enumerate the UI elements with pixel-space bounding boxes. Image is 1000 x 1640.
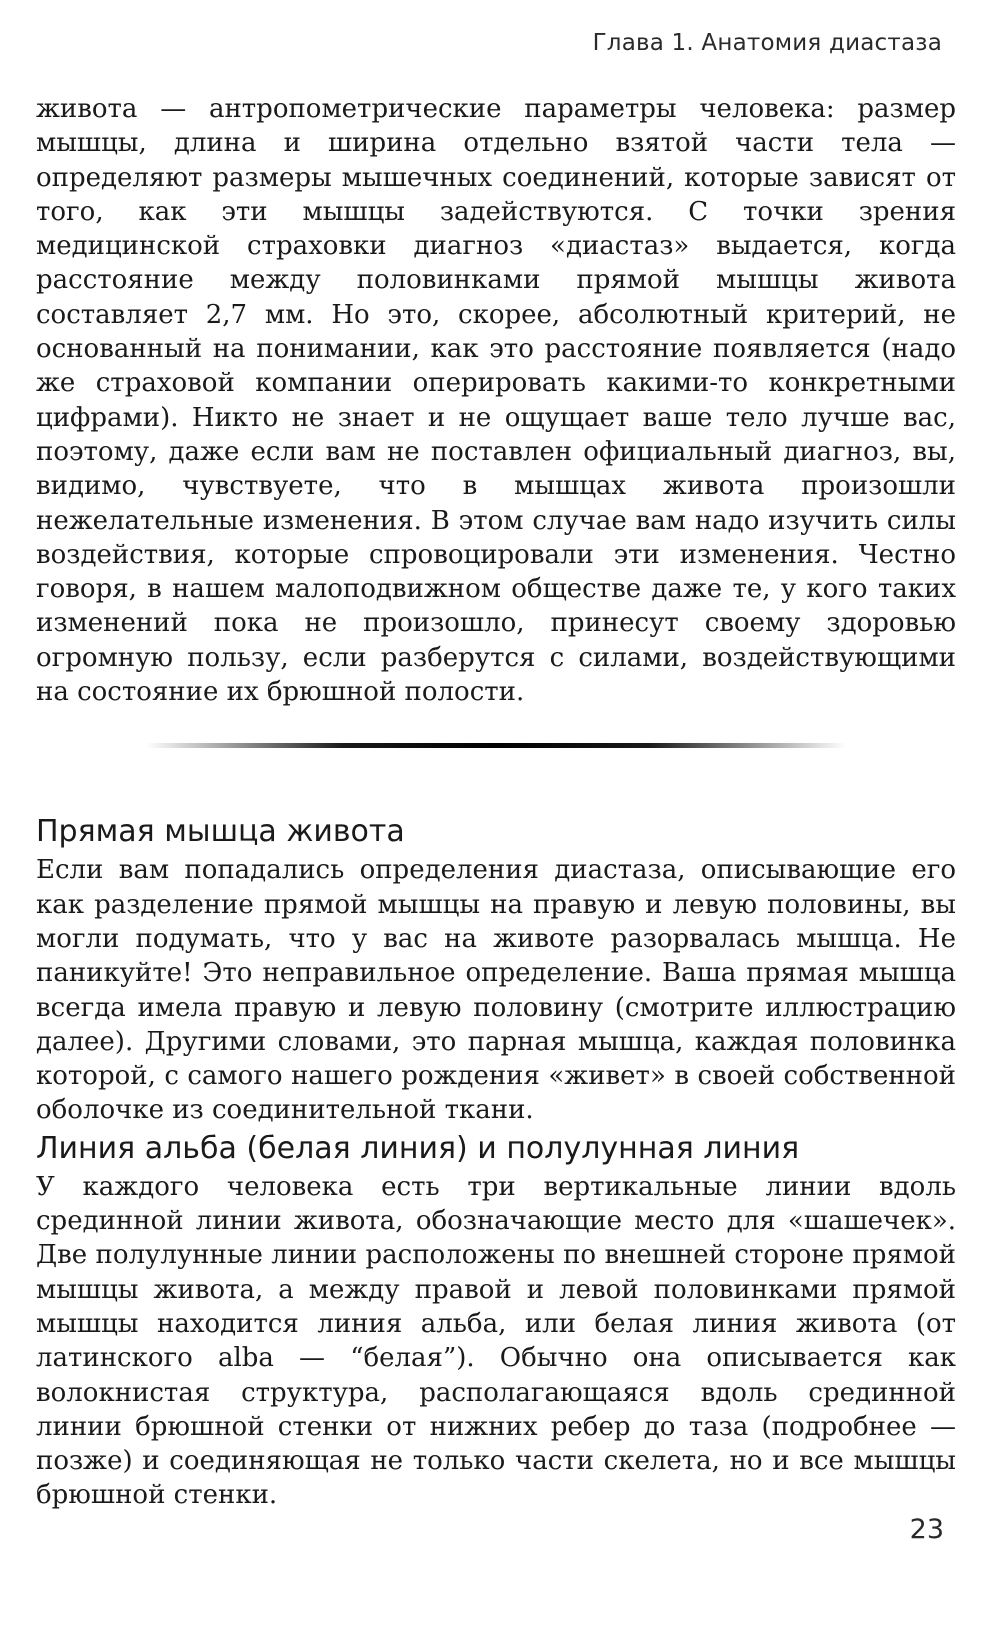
intro-paragraph: живота — антропометрические параметры человека: размер мышцы, длина и ширина отдельно взятой части тела — определяют размеры мышечных соединений, которые зависят от того, как эти мышцы задействуются. С точки зрения медицинской страховки диагноз «диастаз» выдается, когда расстояние между половинками прямой мышцы живота составляет 2,7 мм. Но это, скорее, абсолютный критерий, не основанный на понимании, как это расстояние появляется (надо же страховой компании оперировать какими-то конкретными цифрами). Никто не знает и не ощущает ваше тело лучше вас, поэтому, даже если вам не поставлен официальный диагноз, вы, видимо, чувствуете, что в мышцах живота произошли нежелательные изменения. В этом случае вам надо изучить силы воздействия, которые спровоцировали эти изменения. Честно говоря, в нашем малоподвижном обществе даже те, у кого таких изменений пока не произошло, принесут своему здоровью огромную пользу, если разберутся с силами, воздействующими на состояние их брюшной полости. [36, 94, 956, 708]
section-paragraph-linea-alba: У каждого человека есть три вертикальные линии вдоль срединной линии живота, обозначающие место для «шашечек». Две полулунные линии расположены по внешней стороне прямой мышцы живота, а между правой и левой половинками прямой мышцы находится линия альба, или белая линия живота (от латинского alba — “белая”). Обычно она описывается как волокнистая структура, располагающаяся вдоль срединной линии брюшной стенки от нижних ребер до таза (подробнее — позже) и соединяющая не только части скелета, но и все мышцы брюшной стенки. [36, 1171, 956, 1511]
running-header: Глава 1. Анатомия диастаза [592, 30, 942, 56]
page-body [36, 92, 956, 1513]
section-paragraph-rectus: Если вам попадались определения диастаза, описывающие его как разделение прямой мышцы на правую и левую половины, вы могли подумать, что у вас на животе разорвалась мышца. Не паникуйте! Это неправильное определение. Ваша прямая мышца всегда имела правую и левую половину (смотрите иллюстрацию далее). Другими словами, это парная мышца, каждая половинка которой, с самого нашего рождения «живет» в своей собственной оболочке из соединительной ткани. [36, 855, 956, 1126]
section-divider [146, 743, 846, 748]
section-heading-linea-alba: Линия альба (белая линия) и полулунная линия [36, 1130, 800, 1166]
section-divider-container [36, 709, 956, 813]
section-heading-rectus: Прямая мышца живота [36, 814, 405, 850]
page-number: 23 [909, 1514, 944, 1545]
